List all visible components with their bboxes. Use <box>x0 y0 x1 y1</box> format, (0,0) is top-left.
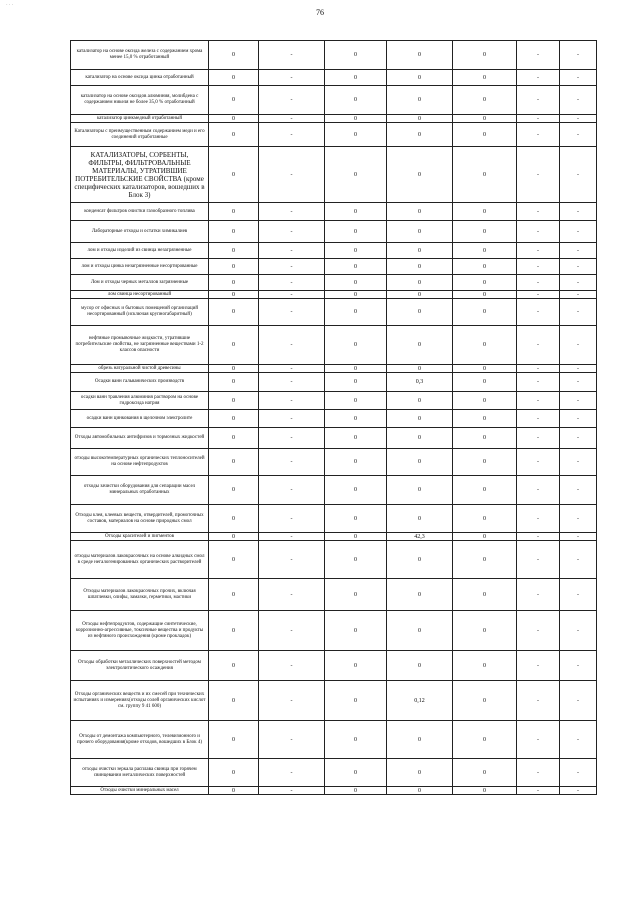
table-row <box>71 681 597 721</box>
value-cell: 0 <box>209 410 259 428</box>
value-cell: 0 <box>453 299 517 326</box>
waste-name-cell: конденсат фильтров очистки газообразного топлива <box>71 203 209 221</box>
table-row <box>71 410 597 428</box>
value-cell: 0 <box>453 243 517 259</box>
table-row <box>71 86 597 115</box>
table-row <box>71 651 597 681</box>
value-cell: 0 <box>209 541 259 579</box>
value-cell: 0 <box>453 449 517 476</box>
waste-name-cell: Отходы клея, клеевых веществ, отвердителей, промоточных составов, материалов на основе природных смол <box>71 505 209 533</box>
value-cell: 0 <box>387 41 453 70</box>
table-row <box>71 299 597 326</box>
value-cell: 0 <box>387 123 453 147</box>
value-cell: - <box>517 759 560 787</box>
value-cell: - <box>517 373 560 392</box>
table-row <box>71 533 597 541</box>
value-cell: 0 <box>387 365 453 373</box>
waste-name-cell: Отходы красителей и пигментов <box>71 533 209 541</box>
waste-name-cell: обрезь натуральной чистой древесины <box>71 365 209 373</box>
value-cell: - <box>259 70 325 86</box>
value-cell: - <box>259 505 325 533</box>
value-cell: 0 <box>325 449 387 476</box>
value-cell: - <box>517 410 560 428</box>
value-cell: - <box>517 392 560 410</box>
value-cell: - <box>560 533 597 541</box>
table-row <box>71 579 597 611</box>
value-cell: 0 <box>325 275 387 291</box>
value-cell: 0 <box>209 449 259 476</box>
value-cell: - <box>517 41 560 70</box>
value-cell: - <box>517 721 560 759</box>
value-cell: 0 <box>453 373 517 392</box>
value-cell: - <box>560 651 597 681</box>
value-cell: - <box>517 533 560 541</box>
value-cell: - <box>259 147 325 203</box>
waste-name-cell: Отходы очистки минеральных масел <box>71 787 209 795</box>
value-cell: - <box>517 123 560 147</box>
value-cell: 0 <box>209 243 259 259</box>
value-cell: 0 <box>387 579 453 611</box>
value-cell: 0 <box>325 787 387 795</box>
value-cell: - <box>259 787 325 795</box>
waste-name-cell: Отходы от демонтажа компьютерного, телевизионного и прочего оборудования(кроме отходов, вошедших в Блок 4) <box>71 721 209 759</box>
value-cell: - <box>517 299 560 326</box>
value-cell: 0 <box>325 505 387 533</box>
value-cell: 0 <box>325 579 387 611</box>
waste-name-cell: отходы зачистки оборудования для сепарации масел минеральных отработанных <box>71 476 209 505</box>
value-cell: - <box>259 203 325 221</box>
value-cell: - <box>560 147 597 203</box>
value-cell: - <box>560 221 597 243</box>
value-cell: - <box>259 392 325 410</box>
value-cell: 0 <box>209 275 259 291</box>
value-cell: 0 <box>209 70 259 86</box>
waste-name-cell: катализатор на основе оксида железа с содержанием хрома менее 15,0 % отработанный <box>71 41 209 70</box>
value-cell: 0 <box>209 392 259 410</box>
value-cell: 42,3 <box>387 533 453 541</box>
value-cell: - <box>259 86 325 115</box>
value-cell: - <box>259 299 325 326</box>
value-cell: - <box>560 505 597 533</box>
value-cell: - <box>560 787 597 795</box>
table-row <box>71 449 597 476</box>
value-cell: 0 <box>387 611 453 651</box>
waste-name-cell: Отходы органических веществ и их смесей при технических испытаниях и измерениях(отходы солей органических кислот см. группу 9 41 600) <box>71 681 209 721</box>
value-cell: 0 <box>209 115 259 123</box>
value-cell: 0,12 <box>387 681 453 721</box>
value-cell: 0 <box>325 365 387 373</box>
value-cell: 0 <box>387 428 453 449</box>
value-cell: - <box>560 275 597 291</box>
value-cell: 0 <box>325 115 387 123</box>
value-cell: - <box>560 721 597 759</box>
value-cell: 0 <box>209 259 259 275</box>
page-number: 76 <box>316 8 324 17</box>
table-row <box>71 505 597 533</box>
table-row <box>71 115 597 123</box>
waste-name-cell: лом и отходы изделий из свинца незагрязненные <box>71 243 209 259</box>
value-cell: 0 <box>453 759 517 787</box>
value-cell: 0 <box>453 721 517 759</box>
waste-name-cell: Лабораторные отходы и остатки химикалиев <box>71 221 209 243</box>
value-cell: - <box>259 410 325 428</box>
value-cell: 0 <box>453 115 517 123</box>
waste-name-cell: Катализаторы с преимущественным содержанием меди и его соединений отработанные <box>71 123 209 147</box>
value-cell: - <box>259 611 325 651</box>
value-cell: 0 <box>453 275 517 291</box>
value-cell: - <box>259 373 325 392</box>
value-cell: 0 <box>209 291 259 299</box>
value-cell: 0 <box>209 721 259 759</box>
value-cell: 0,3 <box>387 373 453 392</box>
value-cell: 0 <box>387 541 453 579</box>
value-cell: - <box>560 291 597 299</box>
waste-name-cell: отходы высокотемпературных органических теплоносителей на основе нефтепродуктов <box>71 449 209 476</box>
value-cell: 0 <box>209 123 259 147</box>
value-cell: - <box>259 541 325 579</box>
value-cell: 0 <box>209 365 259 373</box>
value-cell: 0 <box>325 611 387 651</box>
value-cell: 0 <box>325 70 387 86</box>
table-row <box>71 721 597 759</box>
value-cell: 0 <box>453 203 517 221</box>
value-cell: - <box>560 410 597 428</box>
value-cell: 0 <box>387 449 453 476</box>
value-cell: - <box>259 476 325 505</box>
value-cell: 0 <box>453 123 517 147</box>
waste-name-cell: катализатор цинкмедный отработанный <box>71 115 209 123</box>
value-cell: 0 <box>325 123 387 147</box>
table-row <box>71 147 597 203</box>
value-cell: - <box>560 759 597 787</box>
value-cell: 0 <box>209 651 259 681</box>
table-row <box>71 123 597 147</box>
value-cell: 0 <box>325 147 387 203</box>
value-cell: - <box>517 787 560 795</box>
table-row <box>71 365 597 373</box>
value-cell: - <box>259 275 325 291</box>
value-cell: - <box>259 651 325 681</box>
value-cell: - <box>560 326 597 365</box>
value-cell: 0 <box>453 41 517 70</box>
value-cell: - <box>517 541 560 579</box>
value-cell: 0 <box>209 203 259 221</box>
value-cell: - <box>259 326 325 365</box>
value-cell: - <box>517 115 560 123</box>
value-cell: 0 <box>453 681 517 721</box>
value-cell: 0 <box>387 326 453 365</box>
value-cell: - <box>560 579 597 611</box>
table-row <box>71 275 597 291</box>
value-cell: 0 <box>325 243 387 259</box>
value-cell: 0 <box>209 428 259 449</box>
value-cell: - <box>560 365 597 373</box>
table-row <box>71 392 597 410</box>
value-cell: - <box>259 681 325 721</box>
table-row <box>71 291 597 299</box>
value-cell: 0 <box>325 410 387 428</box>
value-cell: - <box>560 115 597 123</box>
table-row <box>71 70 597 86</box>
waste-table-body <box>71 41 597 795</box>
value-cell: - <box>517 681 560 721</box>
value-cell: 0 <box>453 259 517 275</box>
waste-name-cell: мусор от офисных и бытовых помещений организаций несортированный (исключая крупногабаритный) <box>71 299 209 326</box>
value-cell: - <box>259 221 325 243</box>
value-cell: 0 <box>387 299 453 326</box>
waste-name-cell: Отходы материалов лакокрасочных прочих, включая шпатлевки, олифы, замазки, герметики, мастики <box>71 579 209 611</box>
value-cell: 0 <box>209 533 259 541</box>
waste-name-cell: катализатор на основе оксида цинка отработанный <box>71 70 209 86</box>
value-cell: - <box>517 275 560 291</box>
value-cell: 0 <box>209 86 259 115</box>
value-cell: - <box>517 428 560 449</box>
value-cell: - <box>259 115 325 123</box>
value-cell: - <box>259 759 325 787</box>
value-cell: 0 <box>325 428 387 449</box>
value-cell: 0 <box>325 759 387 787</box>
value-cell: 0 <box>387 291 453 299</box>
value-cell: 0 <box>387 410 453 428</box>
value-cell: 0 <box>325 291 387 299</box>
waste-name-cell: Отходы автомобильных антифризов и тормозных жидкостей <box>71 428 209 449</box>
value-cell: - <box>560 243 597 259</box>
value-cell: 0 <box>453 70 517 86</box>
value-cell: - <box>560 70 597 86</box>
waste-name-cell: осадки ванн цинкования в щелочном электролите <box>71 410 209 428</box>
table-row <box>71 428 597 449</box>
value-cell: 0 <box>209 221 259 243</box>
value-cell: - <box>517 365 560 373</box>
value-cell: 0 <box>325 299 387 326</box>
table-row <box>71 787 597 795</box>
value-cell: - <box>560 203 597 221</box>
value-cell: 0 <box>453 428 517 449</box>
value-cell: 0 <box>209 579 259 611</box>
value-cell: 0 <box>387 476 453 505</box>
value-cell: 0 <box>325 41 387 70</box>
value-cell: - <box>517 259 560 275</box>
value-cell: 0 <box>387 115 453 123</box>
value-cell: - <box>560 611 597 651</box>
table-row <box>71 221 597 243</box>
waste-name-cell: лом свинца несортированный <box>71 291 209 299</box>
value-cell: - <box>560 449 597 476</box>
value-cell: - <box>560 428 597 449</box>
value-cell: 0 <box>453 221 517 243</box>
value-cell: - <box>560 373 597 392</box>
value-cell: 0 <box>453 365 517 373</box>
value-cell: - <box>560 476 597 505</box>
value-cell: 0 <box>453 291 517 299</box>
value-cell: - <box>517 476 560 505</box>
value-cell: - <box>560 681 597 721</box>
value-cell: - <box>259 721 325 759</box>
value-cell: - <box>259 259 325 275</box>
value-cell: 0 <box>325 541 387 579</box>
value-cell: - <box>259 428 325 449</box>
waste-name-cell: осадки ванн травления алюминия раствором на основе гидроксида натрия <box>71 392 209 410</box>
value-cell: 0 <box>209 373 259 392</box>
value-cell: 0 <box>453 541 517 579</box>
scan-corner-marks: · · · <box>6 3 14 8</box>
value-cell: - <box>259 291 325 299</box>
value-cell: 0 <box>209 505 259 533</box>
value-cell: - <box>560 259 597 275</box>
value-cell: 0 <box>387 70 453 86</box>
value-cell: - <box>517 86 560 115</box>
value-cell: 0 <box>325 721 387 759</box>
waste-name-cell: лом и отходы цинка незагрязненные несортированные <box>71 259 209 275</box>
value-cell: - <box>517 449 560 476</box>
value-cell: - <box>517 326 560 365</box>
value-cell: 0 <box>325 203 387 221</box>
value-cell: 0 <box>453 651 517 681</box>
value-cell: 0 <box>325 533 387 541</box>
table-row <box>71 541 597 579</box>
table-row <box>71 373 597 392</box>
value-cell: - <box>517 203 560 221</box>
value-cell: 0 <box>325 651 387 681</box>
value-cell: 0 <box>387 147 453 203</box>
value-cell: - <box>259 365 325 373</box>
value-cell: 0 <box>387 86 453 115</box>
value-cell: 0 <box>453 611 517 651</box>
waste-name-cell: Отходы нефтепродуктов, содержащие синтетические, коррозионно-агрессивные, токсичные вещества и продукты из нефтяного происхождения (кроме прокладок) <box>71 611 209 651</box>
table-row <box>71 259 597 275</box>
value-cell: 0 <box>453 579 517 611</box>
value-cell: - <box>517 291 560 299</box>
value-cell: 0 <box>209 299 259 326</box>
value-cell: 0 <box>453 392 517 410</box>
value-cell: - <box>560 86 597 115</box>
value-cell: - <box>517 243 560 259</box>
value-cell: - <box>259 123 325 147</box>
value-cell: 0 <box>325 221 387 243</box>
value-cell: 0 <box>325 326 387 365</box>
waste-name-cell: КАТАЛИЗАТОРЫ, СОРБЕНТЫ, ФИЛЬТРЫ, ФИЛЬТРОВАЛЬНЫЕ МАТЕРИАЛЫ, УТРАТИВШИЕ ПОТРЕБИТЕЛЬСКИЕ СВОЙСТВА (кроме специфических катализаторов, вошедших в Блок 3) <box>71 147 209 203</box>
value-cell: 0 <box>209 759 259 787</box>
value-cell: 0 <box>325 86 387 115</box>
waste-table <box>70 40 597 795</box>
value-cell: 0 <box>325 373 387 392</box>
value-cell: 0 <box>209 147 259 203</box>
value-cell: 0 <box>325 476 387 505</box>
value-cell: 0 <box>387 243 453 259</box>
value-cell: 0 <box>209 787 259 795</box>
value-cell: - <box>259 243 325 259</box>
waste-name-cell: Отходы обработки металлических поверхностей методом электролитического осаждения <box>71 651 209 681</box>
value-cell: 0 <box>209 326 259 365</box>
value-cell: 0 <box>387 221 453 243</box>
value-cell: - <box>560 41 597 70</box>
value-cell: 0 <box>387 203 453 221</box>
value-cell: 0 <box>453 533 517 541</box>
value-cell: 0 <box>453 86 517 115</box>
value-cell: - <box>560 123 597 147</box>
value-cell: 0 <box>453 787 517 795</box>
value-cell: 0 <box>453 326 517 365</box>
value-cell: - <box>517 651 560 681</box>
value-cell: 0 <box>453 410 517 428</box>
value-cell: - <box>259 449 325 476</box>
value-cell: 0 <box>387 259 453 275</box>
value-cell: - <box>517 221 560 243</box>
value-cell: 0 <box>387 651 453 681</box>
value-cell: 0 <box>387 759 453 787</box>
value-cell: - <box>517 147 560 203</box>
table-row <box>71 326 597 365</box>
value-cell: 0 <box>209 611 259 651</box>
value-cell: 0 <box>325 259 387 275</box>
waste-name-cell: нефтяные промывочные жидкости, утратившие потребительские свойства, не загрязненные веществами 1-2 классов опасности <box>71 326 209 365</box>
value-cell: 0 <box>209 681 259 721</box>
table-row <box>71 611 597 651</box>
value-cell: 0 <box>387 275 453 291</box>
value-cell: 0 <box>387 392 453 410</box>
table-row <box>71 476 597 505</box>
value-cell: - <box>560 299 597 326</box>
value-cell: 0 <box>325 392 387 410</box>
value-cell: 0 <box>453 147 517 203</box>
table-row <box>71 759 597 787</box>
value-cell: 0 <box>325 681 387 721</box>
value-cell: - <box>560 392 597 410</box>
value-cell: 0 <box>387 787 453 795</box>
value-cell: 0 <box>387 721 453 759</box>
value-cell: 0 <box>453 476 517 505</box>
value-cell: - <box>259 41 325 70</box>
value-cell: - <box>517 611 560 651</box>
value-cell: - <box>517 579 560 611</box>
value-cell: - <box>259 579 325 611</box>
table-row <box>71 243 597 259</box>
waste-name-cell: отходы материалов лакокрасочных на основе алкидных смол в среде негалогенированных органических растворителей <box>71 541 209 579</box>
value-cell: 0 <box>209 41 259 70</box>
value-cell: 0 <box>387 505 453 533</box>
value-cell: - <box>517 505 560 533</box>
value-cell: 0 <box>453 505 517 533</box>
waste-name-cell: отходы очистки зеркала расплава свинца при горячем свинцевании металлических поверхностей <box>71 759 209 787</box>
table-row <box>71 41 597 70</box>
value-cell: - <box>517 70 560 86</box>
value-cell: - <box>560 541 597 579</box>
waste-name-cell: Лом и отходы черных металлов загрязненные <box>71 275 209 291</box>
value-cell: - <box>259 533 325 541</box>
table-row <box>71 203 597 221</box>
value-cell: 0 <box>209 476 259 505</box>
waste-name-cell: катализатор на основе оксидов алюминия, молибдена с содержанием никеля не более 35,0 % отработанный <box>71 86 209 115</box>
waste-name-cell: Осадки ванн гальванических производств <box>71 373 209 392</box>
